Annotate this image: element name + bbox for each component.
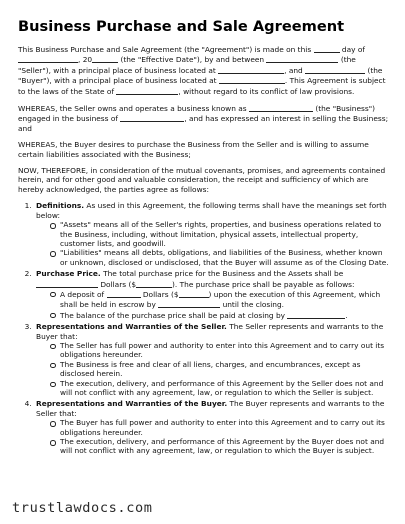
document-title: Business Purchase and Sale Agreement [18,18,345,35]
deposit-words-blank[interactable] [107,289,141,298]
section-seller-warranties: 3. Representations and Warranties of the Seller. The Seller represents and warrants to the Buyer that: The Seller has full power and authority to enter into this Agreement and to carry out its obligations hereunder. The Business is free and clear of all liens, charges, and encumbrances, except as disclosed herein. The execution, delivery, and performance of this Agreement by the Seller does not and will not conflict with any agreement, law, or regulation to which the Seller is subject. [34,322,391,397]
list-item: "Assets" means all of the Seller's rights, properties, and business operations related to the Business, including, without limitation, physical assets, intellectual property, customer lists, and goodwill. [50,220,391,248]
list-item: A deposit of Dollars ($ ) upon the execution of this Agreement, which shall be held in escrow by until the closing. [50,289,391,310]
price-words-blank[interactable] [36,279,98,288]
business-name-blank[interactable] [249,103,313,112]
list-item: The Buyer has full power and authority to enter into this Agreement and to carry out its obligations hereunder. [50,418,391,437]
year-blank[interactable] [92,54,118,63]
section-buyer-warranties: 4. Representations and Warranties of the Buyer. The Buyer represents and warrants to the Seller that: The Buyer has full power and authority to enter into this Agreement and to carry out its obligations hereunder. The execution, delivery, and performance of this Agreement by the Buyer does not and will not conflict with any agreement, law, or regulation to which the Buyer is subject. [34,399,391,455]
list-item: The balance of the purchase price shall be paid at closing by . [50,310,391,320]
escrow-agent-blank[interactable] [158,299,220,308]
now-therefore-paragraph: NOW, THEREFORE, in consideration of the mutual covenants, promises, and agreements contained herein, and for other good and valuable consideration, the receipt and sufficiency of which are hereby acknowledged, the parties agree as follows: [18,166,386,194]
section-title: Purchase Price. [36,269,101,279]
document-page [18,18,391,458]
agreement-sections [18,201,391,456]
list-item: The Business is free and clear of all liens, charges, and encumbrances, except as disclosed herein. [50,360,391,379]
section-purchase-price: 2. Purchase Price. The total purchase price for the Business and the Assets shall be Dollars ($ ). The purchase price shall be payable as follows: A deposit of Dollars ($ ) upon the execution of this Agreement, which shall be held in escrow by until the closing. The balance of the purchase price shall be paid at closing by . [34,269,391,320]
whereas-buyer-paragraph: WHEREAS, the Buyer desires to purchase the Business from the Seller and is willing to assume certain liabilities associated with the Business; [18,140,369,159]
list-item: The execution, delivery, and performance of this Agreement by the Buyer does not and will not conflict with any agreement, law, or regulation to which the Buyer is subject. [50,437,391,456]
month-blank[interactable] [18,54,78,63]
buyer-name-blank[interactable] [305,65,365,74]
list-item: The execution, delivery, and performance of this Agreement by the Seller does not and will not conflict with any agreement, law, or regulation to which the Seller is subject. [50,379,391,398]
section-definitions: 1. Definitions. As used in this Agreement, the following terms shall have the meanings set forth below: "Assets" means all of the Seller's rights, properties, and business operations related to the Business, including, without limitation, physical assets, intellectual property, customer lists, and goodwill. "Liabilities" means all debts, obligations, and liabilities of the Business, whether known or unknown, disclosed or undisclosed, that the Buyer will assume as of the Closing Date. [34,201,391,267]
list-item: The Seller has full power and authority to enter into this Agreement and to carry out its obligations hereunder. [50,341,391,360]
day-blank[interactable] [314,44,340,53]
payment-method-blank[interactable] [287,310,345,319]
seller-name-blank[interactable] [266,54,338,63]
buyer-address-blank[interactable] [219,75,285,84]
intro-paragraph: This Business Purchase and Sale Agreement (the "Agreement") is made on this day of , 20 (the "Effective Date"), by and between (the "Seller"), with a principal place of business located at , and (the "Buyer"), with a principal place of business located at . This Agreement is subject to the laws of the State of , without regard to its conflict of law provisions. [18,45,386,96]
state-blank[interactable] [116,86,178,95]
section-title: Representations and Warranties of the Seller. [36,322,227,332]
seller-address-blank[interactable] [218,65,284,74]
price-amount-blank[interactable] [136,279,172,288]
deposit-amount-blank[interactable] [179,289,209,298]
business-type-blank[interactable] [120,113,184,122]
section-title: Definitions. [36,201,85,211]
section-title: Representations and Warranties of the Buyer. [36,399,228,409]
whereas-seller-paragraph: WHEREAS, the Seller owns and operates a business known as (the "Business") engaged in the business of , and has expressed an interest in selling the Business; and [18,104,389,133]
watermark-footer: trustlawdocs.com [12,500,153,516]
list-item: "Liabilities" means all debts, obligations, and liabilities of the Business, whether known or unknown, disclosed or undisclosed, that the Buyer will assume as of the Closing Date. [50,248,391,267]
